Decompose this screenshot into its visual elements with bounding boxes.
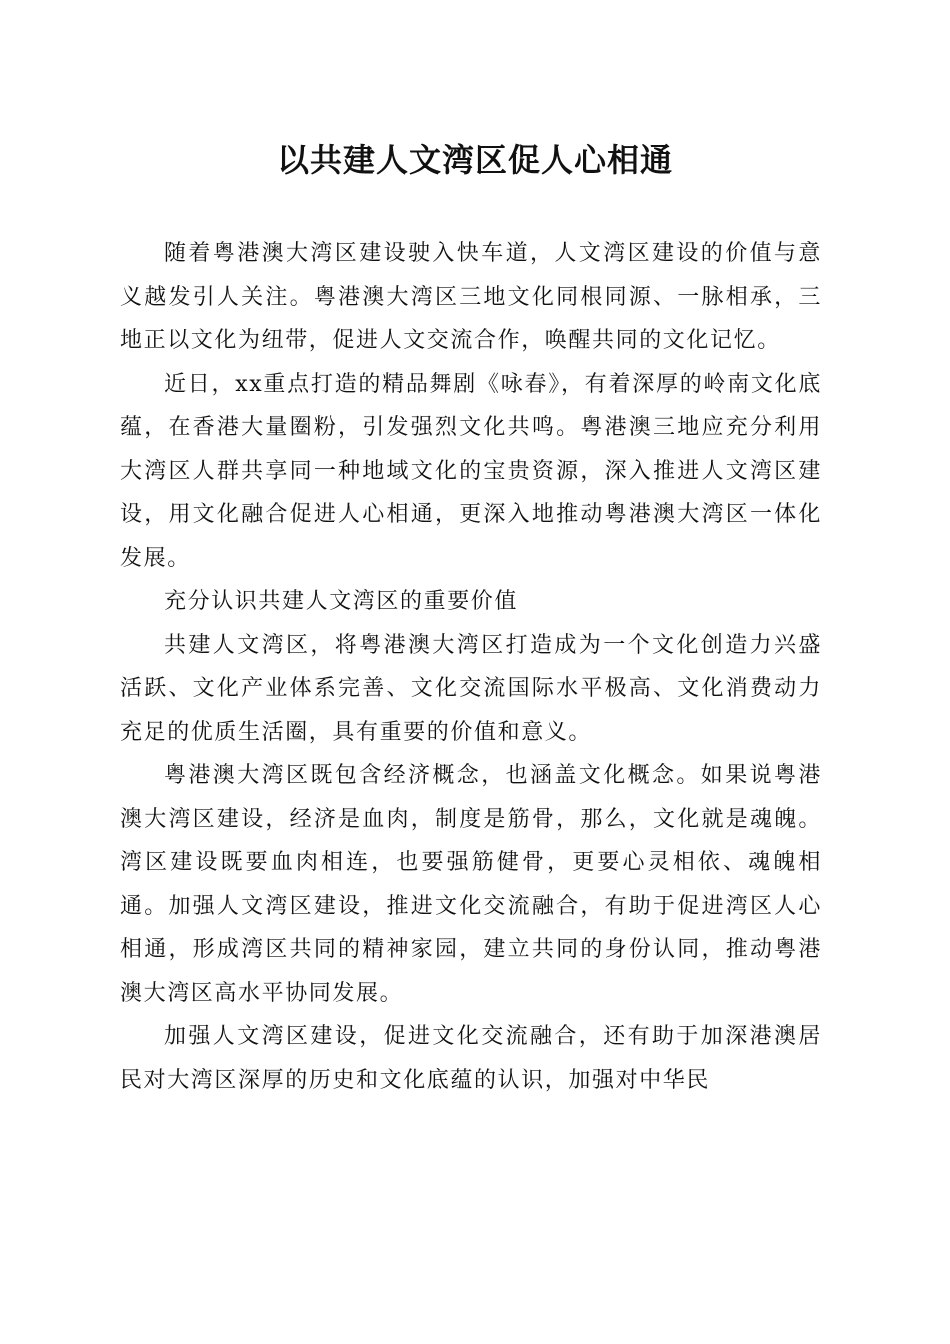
paragraph: 近日，xx重点打造的精品舞剧《咏春》，有着深厚的岭南文化底蕴，在香港大量圈粉，引发强烈文化共鸣。粤港澳三地应充分利用大湾区人群共享同一种地域文化的宝贵资源，深入推进人文湾区建设，用文化融合促进人心相通，更深入地推动粤港澳大湾区一体化发展。 bbox=[120, 371, 822, 571]
section-heading: 充分认识共建人文湾区的重要价值 bbox=[164, 589, 519, 614]
paragraph: 粤港澳大湾区既包含经济概念，也涵盖文化概念。如果说粤港澳大湾区建设，经济是血肉，制度是筋骨，那么，文化就是魂魄。湾区建设既要血肉相连，也要强筋健骨，更要心灵相依、魂魄相通。加强人文湾区建设，推进文化交流融合，有助于促进湾区人心相通，形成湾区共同的精神家园，建立共同的身份认同，推动粤港澳大湾区高水平协同发展。 bbox=[120, 763, 822, 1006]
document-title: 以共建人文湾区促人心相通 bbox=[276, 141, 673, 179]
paragraph: 加强人文湾区建设，促进文化交流融合，还有助于加深港澳居民对大湾区深厚的历史和文化底蕴的认识，加强对中华民 bbox=[120, 1024, 822, 1093]
document-body bbox=[120, 232, 822, 1102]
paragraph: 共建人文湾区，将粤港澳大湾区打造成为一个文化创造力兴盛活跃、文化产业体系完善、文化交流国际水平极高、文化消费动力充足的优质生活圈，具有重要的价值和意义。 bbox=[120, 632, 822, 745]
paragraph: 随着粤港澳大湾区建设驶入快车道，人文湾区建设的价值与意义越发引人关注。粤港澳大湾区三地文化同根同源、一脉相承，三地正以文化为纽带，促进人文交流合作，唤醒共同的文化记忆。 bbox=[120, 241, 822, 353]
